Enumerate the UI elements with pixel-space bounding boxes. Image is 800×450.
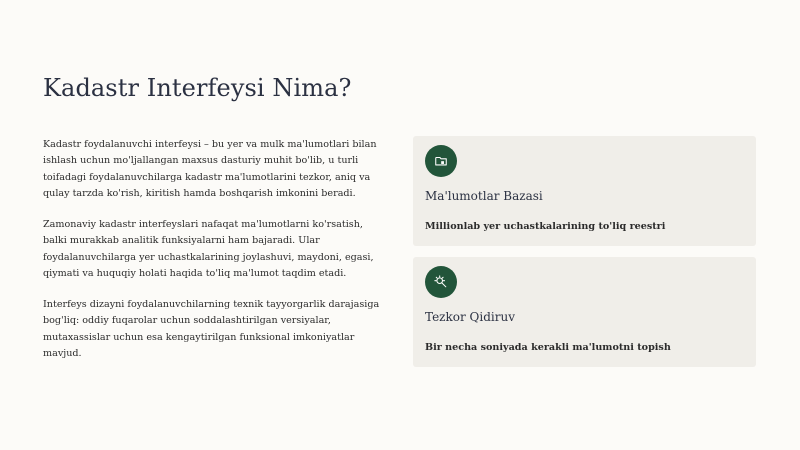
paragraph-2: Zamonaviy kadastr interfeyslari nafaqat ma'lumotlarni ko'rsatish, balki murakkab analitik funksiyalarni ham bajaradi. Ular foydalanuvchilarga yer uchastkalarining joylashuvi, maydoni, egasi, qiymati va huquqiy holati haqida to'liq ma'lumot taqdim etadi.	[43, 219, 374, 280]
search-sparkle-icon	[425, 266, 457, 298]
card-description: Bir necha soniyada kerakli ma'lumotni topish	[425, 342, 671, 353]
paragraph-1: Kadastr foydalanuvchi interfeysi – bu yer va mulk ma'lumotlari bilan ishlash uchun mo'ljallangan maxsus dasturiy muhit bo'lib, u turli toifadagi foydalanuvchilarga kadastr ma'lumotlarini tezkor, aniq va qulay tarzda ko'rish, kiritish hamda boshqarish imkonini beradi.	[43, 139, 377, 200]
body-text	[43, 137, 388, 377]
paragraph-3: Interfeys dizayni foydalanuvchilarning texnik tayyorgarlik darajasiga bog'liq: oddiy fuqarolar uchun soddalashtirilgan versiyalar, mutaxassislar uchun esa kengaytirilgan funksional imkoniyatlar mavjud.	[43, 299, 380, 360]
card-description: Millionlab yer uchastkalarining to'liq reestri	[425, 221, 666, 232]
database-folder-icon	[425, 145, 457, 177]
card-title: Tezkor Qidiruv	[425, 310, 515, 324]
feature-card-database	[413, 136, 756, 246]
card-title: Ma'lumotlar Bazasi	[425, 189, 543, 203]
feature-card-search	[413, 257, 756, 367]
page-title: Kadastr Interfeysi Nima?	[43, 74, 352, 102]
